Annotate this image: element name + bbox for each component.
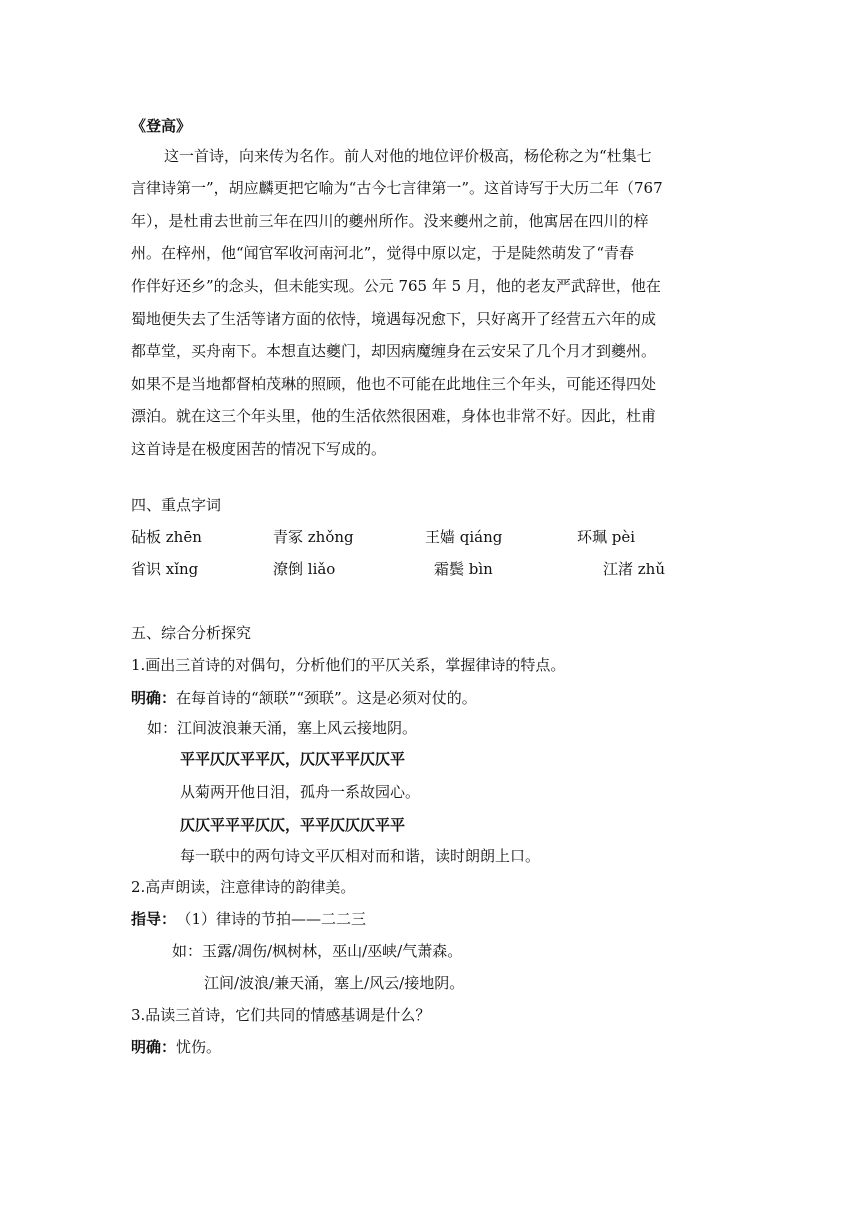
answer-text: （1）律诗的节拍——二二三: [184, 910, 367, 928]
vocab-item: 潦倒 liǎo: [273, 560, 336, 578]
example-line: 如：江间波浪兼天涌，塞上风云接地阴。: [147, 719, 418, 737]
question: 2.高声朗读，注意律诗的韵律美。: [131, 878, 356, 896]
intro-line: 漂泊。就在这三个年头里，他的生活依然很困难，身体也非常不好。因此，杜甫: [131, 407, 657, 425]
intro-line: 年），是杜甫去世前三年在四川的夔州所作。没来夔州之前，他寓居在四川的梓: [131, 212, 649, 230]
answer: [131, 1037, 221, 1057]
intro-line: 这首诗是在极度困苦的情况下写成的。: [131, 440, 387, 458]
answer-label: 指导：: [131, 910, 177, 928]
question: 1.画出三首诗的对偶句，分析他们的平仄关系，掌握律诗的特点。: [131, 656, 566, 674]
answer-label: 明确：: [131, 689, 177, 707]
vocab-item: 江渚 zhǔ: [603, 560, 665, 578]
answer-label: 明确：: [131, 1038, 177, 1056]
answer-text: 在每首诗的“颔联”“颈联”。这是必须对仗的。: [176, 689, 477, 707]
intro-line: 州。在梓州，他“闻官军收河南河北”，觉得中原以定，于是陡然萌发了“青春: [131, 244, 635, 262]
answer: [131, 688, 477, 708]
section-heading: 五、综合分析探究: [131, 624, 252, 642]
example-line: 从菊两开他日泪，孤舟一系故园心。: [180, 783, 421, 801]
vocab-item: 环珮 pèi: [577, 528, 636, 546]
intro-line: 如果不是当地都督柏茂琳的照顾，他也不可能在此地住三个年头，可能还得四处: [131, 375, 657, 393]
note-line: 每一联中的两句诗文平仄相对而和谐，读时朗朗上口。: [180, 847, 541, 865]
intro-line: 这一首诗，向来传为名作。前人对他的地位评价极高，杨伦称之为“杜集七: [164, 147, 652, 165]
question: 3.品读三首诗，它们共同的情感基调是什么？: [131, 1006, 431, 1024]
poem-title: 《登高》: [131, 117, 192, 135]
tone-pattern: 仄仄平平平仄仄，平平仄仄仄平平: [180, 816, 406, 834]
intro-line: 言律诗第一”，胡应麟更把它喻为“古今七言律第一”。这首诗写于大历二年（767: [131, 179, 663, 197]
answer-text: 忧伤。: [176, 1038, 222, 1056]
intro-line: 都草堂，买舟南下。本想直达夔门，却因病魔缠身在云安呆了几个月才到夔州。: [131, 342, 657, 360]
intro-line: 蜀地便失去了生活等诸方面的依恃，境遇每况愈下，只好离开了经营五六年的成: [131, 310, 657, 328]
vocab-item: 省识 xǐng: [131, 560, 199, 578]
answer: [131, 909, 366, 929]
example-line: 江间/波浪/兼天涌，塞上/风云/接地阴。: [204, 974, 465, 992]
example-line: 如：玉露/凋伤/枫树林，巫山/巫峡/气萧森。: [172, 942, 463, 960]
section-heading: 四、重点字词: [131, 496, 222, 514]
tone-pattern: 平平仄仄平平仄，仄仄平平仄仄平: [180, 750, 406, 768]
vocab-item: 青冢 zhǒng: [273, 528, 354, 546]
vocab-item: 王嫱 qiáng: [425, 528, 503, 546]
intro-line: 作伴好还乡”的念头，但未能实现。公元 765 年 5 月，他的老友严武辞世，他在: [131, 277, 661, 295]
vocab-item: 砧板 zhēn: [131, 528, 202, 546]
vocab-item: 霜鬓 bìn: [434, 560, 493, 578]
